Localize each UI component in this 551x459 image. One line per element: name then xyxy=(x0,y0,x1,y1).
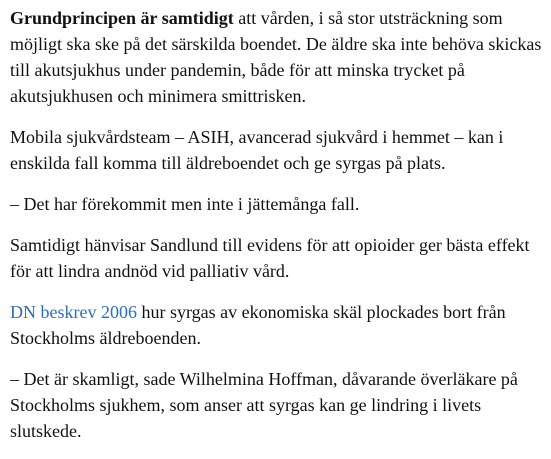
article-body xyxy=(10,5,546,459)
paragraph-3: – Det har förekommit men inte i jättemånga fall. xyxy=(10,194,360,214)
paragraph-6: – Det är skamligt, sade Wilhelmina Hoffman, dåvarande överläkare på Stockholms sjukhem, som anser att syrgas kan ge lindring i livets slutskede. xyxy=(10,369,518,441)
paragraph-1 xyxy=(10,5,546,109)
paragraph-lead: Grundprincipen är samtidigt xyxy=(10,8,234,28)
dn-2006-link[interactable]: DN beskrev 2006 xyxy=(10,302,137,322)
paragraph-4: Samtidigt hänvisar Sandlund till evidens för att opioider ger bästa effekt för att lindra andnöd vid palliativ vård. xyxy=(10,235,530,281)
paragraph-5 xyxy=(10,299,546,351)
paragraph-2: Mobila sjukvårdsteam – ASIH, avancerad sjukvård i hemmet – kan i enskilda fall komma till äldreboendet och ge syrgas på plats. xyxy=(10,127,504,173)
paragraph-5-text: hur syrgas av ekonomiska skäl plockades bort från Stockholms äldreboenden. xyxy=(10,302,506,348)
paragraph-1-text: att vården, i så stor utsträckning som möjligt ska ske på det särskilda boendet. De äldre ska inte behöva skickas till akutsjukhus under pandemin, både för att minska trycket på akutsjukhusen och minimera smittrisken. xyxy=(10,8,542,106)
